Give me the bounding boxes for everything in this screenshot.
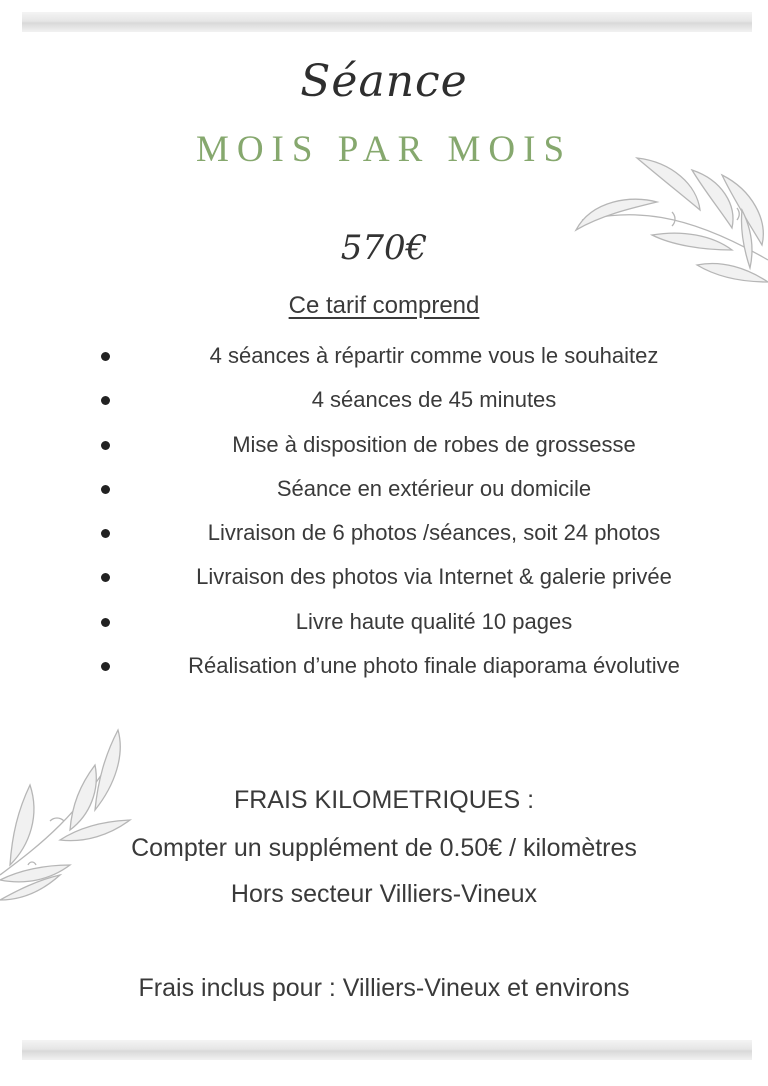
- bullet-icon: [101, 662, 110, 671]
- script-title: Séance: [300, 56, 468, 107]
- list-item-text: Séance en extérieur ou domicile: [276, 475, 592, 501]
- list-item-text: Réalisation d’une photo finale diaporama évolutive: [188, 653, 680, 679]
- list-item: [0, 423, 768, 467]
- price: 570€: [340, 228, 428, 268]
- includes-list: [0, 334, 768, 688]
- list-item: [0, 467, 768, 511]
- olive-branch-icon: [0, 725, 135, 905]
- list-item-text: Livraison des photos via Internet & galerie privée: [196, 564, 672, 590]
- bullet-icon: [101, 485, 110, 494]
- bullet-icon: [101, 618, 110, 627]
- fees-line: Compter un supplément de 0.50€ / kilomètres: [131, 834, 637, 862]
- fees-title: FRAIS KILOMETRIQUES :: [233, 786, 535, 814]
- top-border-band: [22, 12, 752, 32]
- list-item-text: 4 séances de 45 minutes: [311, 387, 557, 413]
- fees-line: Hors secteur Villiers-Vineux: [230, 880, 538, 908]
- list-item-text: Livre haute qualité 10 pages: [295, 608, 573, 634]
- list-item-text: Livraison de 6 photos /séances, soit 24 photos: [207, 520, 661, 546]
- list-item: [0, 600, 768, 644]
- list-item-text: 4 séances à répartir comme vous le souhaitez: [209, 343, 659, 368]
- list-item: [0, 555, 768, 599]
- fees-included: Frais inclus pour : Villiers-Vineux et environs: [138, 974, 630, 1002]
- bottom-border-band: [22, 1040, 752, 1060]
- bullet-icon: [101, 352, 110, 361]
- list-item-text: Mise à disposition de robes de grossesse: [232, 431, 636, 457]
- olive-branch-icon: [572, 150, 768, 300]
- list-item: [0, 334, 768, 378]
- subtitle: MOIS PAR MOIS: [195, 129, 573, 170]
- list-item: [0, 644, 768, 688]
- list-item: [0, 378, 768, 422]
- includes-title: Ce tarif comprend: [288, 292, 480, 319]
- bullet-icon: [101, 441, 110, 450]
- list-item: [0, 511, 768, 555]
